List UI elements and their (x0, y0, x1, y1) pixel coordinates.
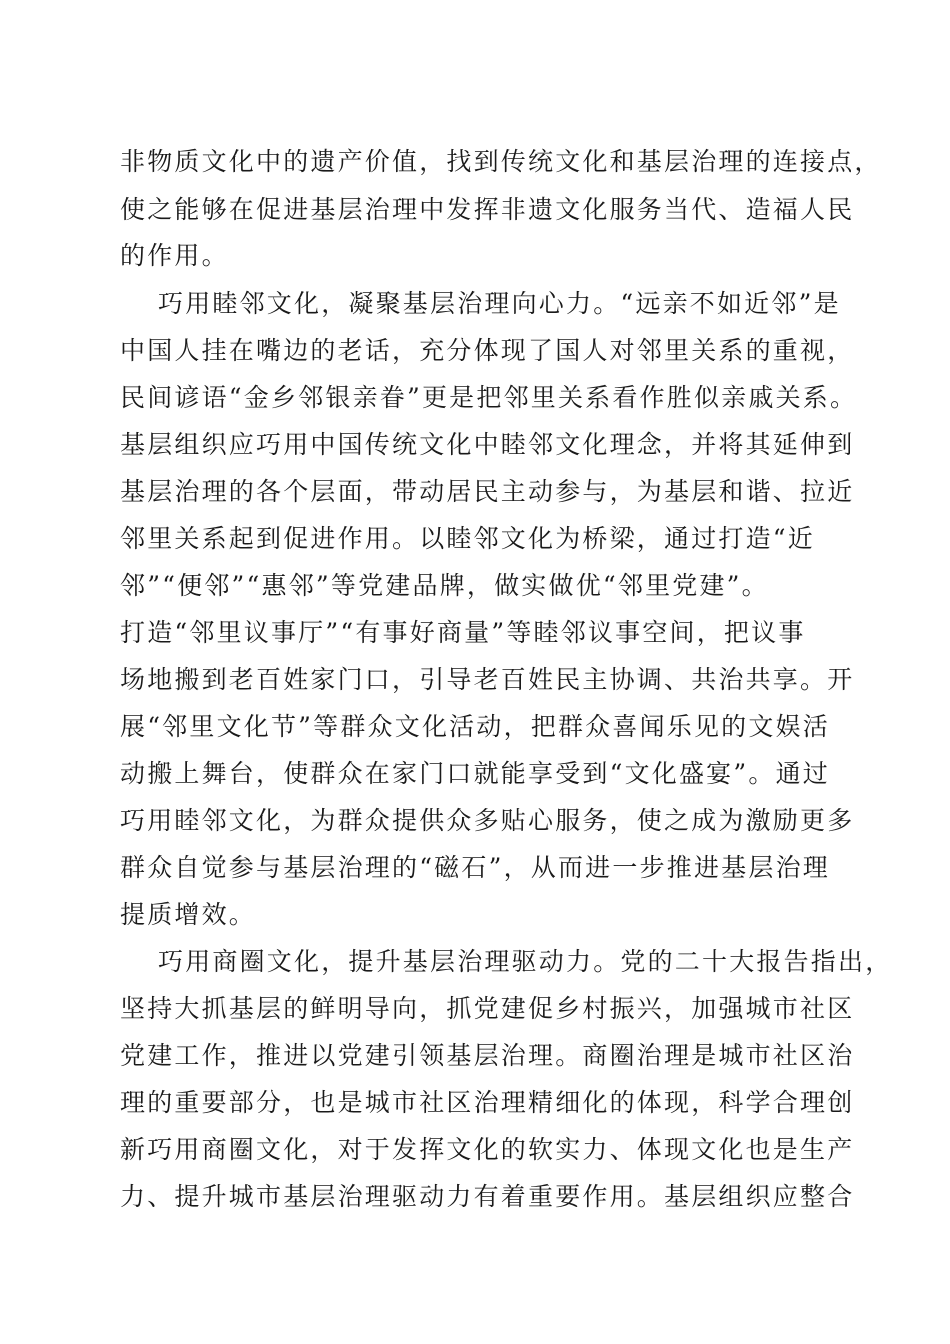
paragraph-2-line-5: 基层治理的各个层面，带动居民主动参与，为基层和谐、拉近 (120, 477, 855, 506)
paragraph-3-line-6: 力、提升城市基层治理驱动力有着重要作用。基层组织应整合 (120, 1182, 855, 1211)
paragraph-2-line-7: 邻”“便邻”“惠邻”等党建品牌，做实做优“邻里党建”。 (120, 571, 769, 600)
paragraph-2-line-13: 群众自觉参与基层治理的“磁石”，从而进一步推进基层治理 (120, 853, 830, 882)
paragraph-2-line-6: 邻里关系起到促进作用。以睦邻文化为桥梁，通过打造“近 (120, 524, 815, 553)
paragraph-1-line-3: 的作用。 (120, 241, 229, 270)
paragraph-2-line-9: 场地搬到老百姓家门口，引导老百姓民主协调、共治共享。开 (120, 665, 855, 694)
paragraph-2-line-11: 动搬上舞台，使群众在家门口就能享受到“文化盛宴”。通过 (120, 759, 830, 788)
paragraph-2-line-4: 基层组织应巧用中国传统文化中睦邻文化理念，并将其延伸到 (120, 430, 855, 459)
paragraph-1-line-1: 非物质文化中的遗产价值，找到传统文化和基层治理的连接点， (120, 147, 882, 176)
paragraph-3-line-3: 党建工作，推进以党建引领基层治理。商圈治理是城市社区治 (120, 1041, 855, 1070)
paragraph-3-line-1: 巧用商圈文化，提升基层治理驱动力。党的二十大报告指出， (158, 947, 893, 976)
paragraph-2-line-3: 民间谚语“金乡邻银亲眷”更是把邻里关系看作胜似亲戚关系。 (120, 383, 858, 412)
paragraph-2-line-8: 打造“邻里议事厅”“有事好商量”等睦邻议事空间，把议事 (120, 618, 806, 647)
paragraph-1-line-2: 使之能够在促进基层治理中发挥非遗文化服务当代、造福人民 (120, 195, 855, 224)
paragraph-2-line-14: 提质增效。 (120, 900, 257, 929)
paragraph-3-line-2: 坚持大抓基层的鲜明导向，抓党建促乡村振兴，加强城市社区 (120, 994, 855, 1023)
paragraph-2-line-1: 巧用睦邻文化，凝聚基层治理向心力。“远亲不如近邻”是 (158, 289, 841, 318)
paragraph-3-line-4: 理的重要部分，也是城市社区治理精细化的体现，科学合理创 (120, 1088, 855, 1117)
paragraph-2-line-2: 中国人挂在嘴边的老话，充分体现了国人对邻里关系的重视， (120, 336, 855, 365)
paragraph-3-line-5: 新巧用商圈文化，对于发挥文化的软实力、体现文化也是生产 (120, 1135, 855, 1164)
paragraph-2-line-12: 巧用睦邻文化，为群众提供众多贴心服务，使之成为激励更多 (120, 806, 855, 835)
paragraph-2-line-10: 展“邻里文化节”等群众文化活动，把群众喜闻乐见的文娱活 (120, 712, 830, 741)
